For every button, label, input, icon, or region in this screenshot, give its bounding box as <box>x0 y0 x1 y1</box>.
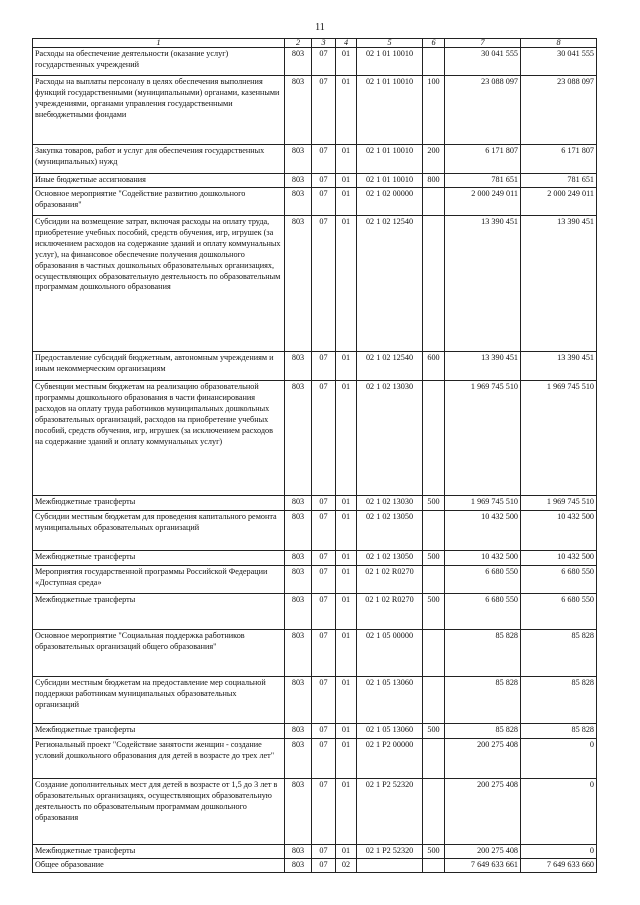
expense-type-cell: 500 <box>423 496 445 511</box>
item-name-cell: Субвенции местным бюджетам на реализацию образовательной программы дошкольного образования в части финансирования расходов на оплату труда работников муниципальных дошкольных образовательных организаций, расходов на приобретение учебных пособий, средств обучения, игр, игрушек (за исключением расходов на содержание зданий и оплату коммунальных услуг) <box>33 381 285 496</box>
section-code-cell: 07 <box>312 724 336 739</box>
amount-cell: 7 649 633 660 <box>521 859 597 873</box>
amount-cell: 10 432 500 <box>521 551 597 566</box>
table-row <box>33 511 597 551</box>
target-article-cell: 02 1 01 10010 <box>357 174 423 188</box>
table-row <box>33 779 597 845</box>
expense-type-cell: 500 <box>423 594 445 630</box>
item-name-cell: Мероприятия государственной программы Российской Федерации «Доступная среда» <box>33 566 285 594</box>
subsection-code-cell: 02 <box>336 859 357 873</box>
item-name-cell: Расходы на выплаты персоналу в целях обеспечения выполнения функций государственными (муниципальными) органами, казенными учреждениями, органами управления государственными внебюджетными фондами <box>33 76 285 145</box>
subsection-code-cell: 01 <box>336 48 357 76</box>
section-code-cell: 07 <box>312 511 336 551</box>
budget-table <box>32 38 597 873</box>
amount-cell: 13 390 451 <box>521 352 597 381</box>
expense-type-cell <box>423 48 445 76</box>
subsection-code-cell: 01 <box>336 566 357 594</box>
amount-cell: 85 828 <box>445 630 521 677</box>
expense-type-cell: 600 <box>423 352 445 381</box>
ministry-code-cell: 803 <box>285 739 312 779</box>
table-row <box>33 145 597 174</box>
subsection-code-cell: 01 <box>336 594 357 630</box>
amount-cell: 2 000 249 011 <box>445 188 521 216</box>
column-number: 3 <box>312 39 336 48</box>
amount-cell: 10 432 500 <box>521 511 597 551</box>
target-article-cell <box>357 859 423 873</box>
expense-type-cell <box>423 188 445 216</box>
item-name-cell: Межбюджетные трансферты <box>33 724 285 739</box>
item-name-cell: Закупка товаров, работ и услуг для обеспечения государственных (муниципальных) нужд <box>33 145 285 174</box>
amount-cell: 2 000 249 011 <box>521 188 597 216</box>
target-article-cell: 02 1 05 00000 <box>357 630 423 677</box>
subsection-code-cell: 01 <box>336 145 357 174</box>
target-article-cell: 02 1 02 00000 <box>357 188 423 216</box>
column-number: 5 <box>357 39 423 48</box>
ministry-code-cell: 803 <box>285 845 312 859</box>
target-article-cell: 02 1 P2 52320 <box>357 845 423 859</box>
target-article-cell: 02 1 02 R0270 <box>357 566 423 594</box>
target-article-cell: 02 1 01 10010 <box>357 145 423 174</box>
table-row <box>33 566 597 594</box>
target-article-cell: 02 1 02 13050 <box>357 511 423 551</box>
expense-type-cell: 500 <box>423 845 445 859</box>
section-code-cell: 07 <box>312 496 336 511</box>
column-number: 4 <box>336 39 357 48</box>
item-name-cell: Межбюджетные трансферты <box>33 845 285 859</box>
ministry-code-cell: 803 <box>285 381 312 496</box>
amount-cell: 6 680 550 <box>521 566 597 594</box>
amount-cell: 85 828 <box>521 677 597 724</box>
subsection-code-cell: 01 <box>336 739 357 779</box>
target-article-cell: 02 1 P2 52320 <box>357 779 423 845</box>
target-article-cell: 02 1 05 13060 <box>357 677 423 724</box>
amount-cell: 85 828 <box>521 724 597 739</box>
item-name-cell: Иные бюджетные ассигнования <box>33 174 285 188</box>
amount-cell: 1 969 745 510 <box>445 496 521 511</box>
amount-cell: 0 <box>521 739 597 779</box>
item-name-cell: Основное мероприятие "Социальная поддержка работников образовательных организаций общего образования" <box>33 630 285 677</box>
amount-cell: 13 390 451 <box>445 352 521 381</box>
item-name-cell: Региональный проект "Содействие занятости женщин - создание условий дошкольного образования для детей в возрасте до трех лет" <box>33 739 285 779</box>
column-number: 8 <box>521 39 597 48</box>
expense-type-cell <box>423 381 445 496</box>
table-row <box>33 352 597 381</box>
ministry-code-cell: 803 <box>285 859 312 873</box>
ministry-code-cell: 803 <box>285 216 312 352</box>
expense-type-cell <box>423 779 445 845</box>
ministry-code-cell: 803 <box>285 76 312 145</box>
ministry-code-cell: 803 <box>285 677 312 724</box>
target-article-cell: 02 1 02 13030 <box>357 381 423 496</box>
table-row <box>33 76 597 145</box>
target-article-cell: 02 1 02 12540 <box>357 352 423 381</box>
amount-cell: 7 649 633 661 <box>445 859 521 873</box>
subsection-code-cell: 01 <box>336 511 357 551</box>
target-article-cell: 02 1 02 R0270 <box>357 594 423 630</box>
expense-type-cell <box>423 216 445 352</box>
table-row <box>33 496 597 511</box>
expense-type-cell <box>423 677 445 724</box>
subsection-code-cell: 01 <box>336 724 357 739</box>
amount-cell: 200 275 408 <box>445 739 521 779</box>
ministry-code-cell: 803 <box>285 352 312 381</box>
item-name-cell: Основное мероприятие "Содействие развитию дошкольного образования" <box>33 188 285 216</box>
section-code-cell: 07 <box>312 859 336 873</box>
item-name-cell: Расходы на обеспечение деятельности (оказание услуг) государственных учреждений <box>33 48 285 76</box>
subsection-code-cell: 01 <box>336 630 357 677</box>
subsection-code-cell: 01 <box>336 845 357 859</box>
ministry-code-cell: 803 <box>285 496 312 511</box>
section-code-cell: 07 <box>312 381 336 496</box>
item-name-cell: Общее образование <box>33 859 285 873</box>
target-article-cell: 02 1 05 13060 <box>357 724 423 739</box>
table-row <box>33 216 597 352</box>
section-code-cell: 07 <box>312 145 336 174</box>
item-name-cell: Субсидии местным бюджетам для проведения капитального ремонта муниципальных образовательных организаций <box>33 511 285 551</box>
table-row <box>33 739 597 779</box>
ministry-code-cell: 803 <box>285 511 312 551</box>
amount-cell: 30 041 555 <box>521 48 597 76</box>
column-number: 7 <box>445 39 521 48</box>
subsection-code-cell: 01 <box>336 174 357 188</box>
amount-cell: 6 171 807 <box>445 145 521 174</box>
amount-cell: 200 275 408 <box>445 779 521 845</box>
table-row <box>33 48 597 76</box>
section-code-cell: 07 <box>312 174 336 188</box>
ministry-code-cell: 803 <box>285 630 312 677</box>
amount-cell: 85 828 <box>521 630 597 677</box>
amount-cell: 30 041 555 <box>445 48 521 76</box>
section-code-cell: 07 <box>312 779 336 845</box>
ministry-code-cell: 803 <box>285 724 312 739</box>
amount-cell: 200 275 408 <box>445 845 521 859</box>
amount-cell: 6 680 550 <box>445 594 521 630</box>
subsection-code-cell: 01 <box>336 496 357 511</box>
page-number: 11 <box>315 22 325 33</box>
subsection-code-cell: 01 <box>336 216 357 352</box>
target-article-cell: 02 1 01 10010 <box>357 76 423 145</box>
section-code-cell: 07 <box>312 551 336 566</box>
item-name-cell: Создание дополнительных мест для детей в возрасте от 1,5 до 3 лет в образовательных организациях, осуществляющих образовательную деятельность по образовательным программам дошкольного образования <box>33 779 285 845</box>
ministry-code-cell: 803 <box>285 145 312 174</box>
table-row <box>33 859 597 873</box>
amount-cell: 6 171 807 <box>521 145 597 174</box>
amount-cell: 85 828 <box>445 724 521 739</box>
amount-cell: 781 651 <box>445 174 521 188</box>
item-name-cell: Субсидии на возмещение затрат, включая расходы на оплату труда, приобретение учебных пособий, средств обучения, игр, игрушек (за исключением расходов на содержание зданий и оплату коммунальных услуг), на финансовое обеспечение получения дошкольного образования в частных дошкольных образовательных организациях, осуществляющих образовательную деятельность по образовательным программам дошкольного образования <box>33 216 285 352</box>
target-article-cell: 02 1 02 12540 <box>357 216 423 352</box>
table-row <box>33 724 597 739</box>
amount-cell: 0 <box>521 845 597 859</box>
expense-type-cell <box>423 739 445 779</box>
item-name-cell: Межбюджетные трансферты <box>33 551 285 566</box>
amount-cell: 23 088 097 <box>445 76 521 145</box>
column-number: 2 <box>285 39 312 48</box>
target-article-cell: 02 1 01 10010 <box>357 48 423 76</box>
expense-type-cell <box>423 859 445 873</box>
column-number: 1 <box>33 39 285 48</box>
section-code-cell: 07 <box>312 566 336 594</box>
section-code-cell: 07 <box>312 739 336 779</box>
amount-cell: 13 390 451 <box>445 216 521 352</box>
table-row <box>33 188 597 216</box>
ministry-code-cell: 803 <box>285 566 312 594</box>
subsection-code-cell: 01 <box>336 381 357 496</box>
subsection-code-cell: 01 <box>336 76 357 145</box>
section-code-cell: 07 <box>312 352 336 381</box>
table-body <box>33 39 597 873</box>
table-row <box>33 174 597 188</box>
subsection-code-cell: 01 <box>336 779 357 845</box>
item-name-cell: Предоставление субсидий бюджетным, автономным учреждениям и иным некоммерческим организациям <box>33 352 285 381</box>
subsection-code-cell: 01 <box>336 188 357 216</box>
table-row <box>33 630 597 677</box>
amount-cell: 1 969 745 510 <box>445 381 521 496</box>
amount-cell: 6 680 550 <box>445 566 521 594</box>
table-row <box>33 551 597 566</box>
expense-type-cell: 500 <box>423 724 445 739</box>
section-code-cell: 07 <box>312 677 336 724</box>
amount-cell: 23 088 097 <box>521 76 597 145</box>
expense-type-cell <box>423 566 445 594</box>
target-article-cell: 02 1 P2 00000 <box>357 739 423 779</box>
table-row <box>33 845 597 859</box>
section-code-cell: 07 <box>312 630 336 677</box>
section-code-cell: 07 <box>312 845 336 859</box>
item-name-cell: Межбюджетные трансферты <box>33 496 285 511</box>
ministry-code-cell: 803 <box>285 594 312 630</box>
target-article-cell: 02 1 02 13030 <box>357 496 423 511</box>
amount-cell: 0 <box>521 779 597 845</box>
ministry-code-cell: 803 <box>285 188 312 216</box>
item-name-cell: Межбюджетные трансферты <box>33 594 285 630</box>
item-name-cell: Субсидии местным бюджетам на предоставление мер социальной поддержки работникам муниципальных образовательных организаций <box>33 677 285 724</box>
ministry-code-cell: 803 <box>285 48 312 76</box>
section-code-cell: 07 <box>312 188 336 216</box>
section-code-cell: 07 <box>312 76 336 145</box>
amount-cell: 85 828 <box>445 677 521 724</box>
amount-cell: 6 680 550 <box>521 594 597 630</box>
column-number: 6 <box>423 39 445 48</box>
ministry-code-cell: 803 <box>285 174 312 188</box>
subsection-code-cell: 01 <box>336 551 357 566</box>
expense-type-cell: 100 <box>423 76 445 145</box>
amount-cell: 10 432 500 <box>445 511 521 551</box>
table-row <box>33 594 597 630</box>
amount-cell: 1 969 745 510 <box>521 496 597 511</box>
section-code-cell: 07 <box>312 216 336 352</box>
amount-cell: 781 651 <box>521 174 597 188</box>
ministry-code-cell: 803 <box>285 551 312 566</box>
amount-cell: 13 390 451 <box>521 216 597 352</box>
expense-type-cell <box>423 630 445 677</box>
expense-type-cell: 800 <box>423 174 445 188</box>
column-numbers-row <box>33 39 597 48</box>
subsection-code-cell: 01 <box>336 352 357 381</box>
table-row <box>33 677 597 724</box>
expense-type-cell: 200 <box>423 145 445 174</box>
table-row <box>33 381 597 496</box>
section-code-cell: 07 <box>312 594 336 630</box>
subsection-code-cell: 01 <box>336 677 357 724</box>
expense-type-cell <box>423 511 445 551</box>
expense-type-cell: 500 <box>423 551 445 566</box>
section-code-cell: 07 <box>312 48 336 76</box>
amount-cell: 1 969 745 510 <box>521 381 597 496</box>
target-article-cell: 02 1 02 13050 <box>357 551 423 566</box>
ministry-code-cell: 803 <box>285 779 312 845</box>
amount-cell: 10 432 500 <box>445 551 521 566</box>
